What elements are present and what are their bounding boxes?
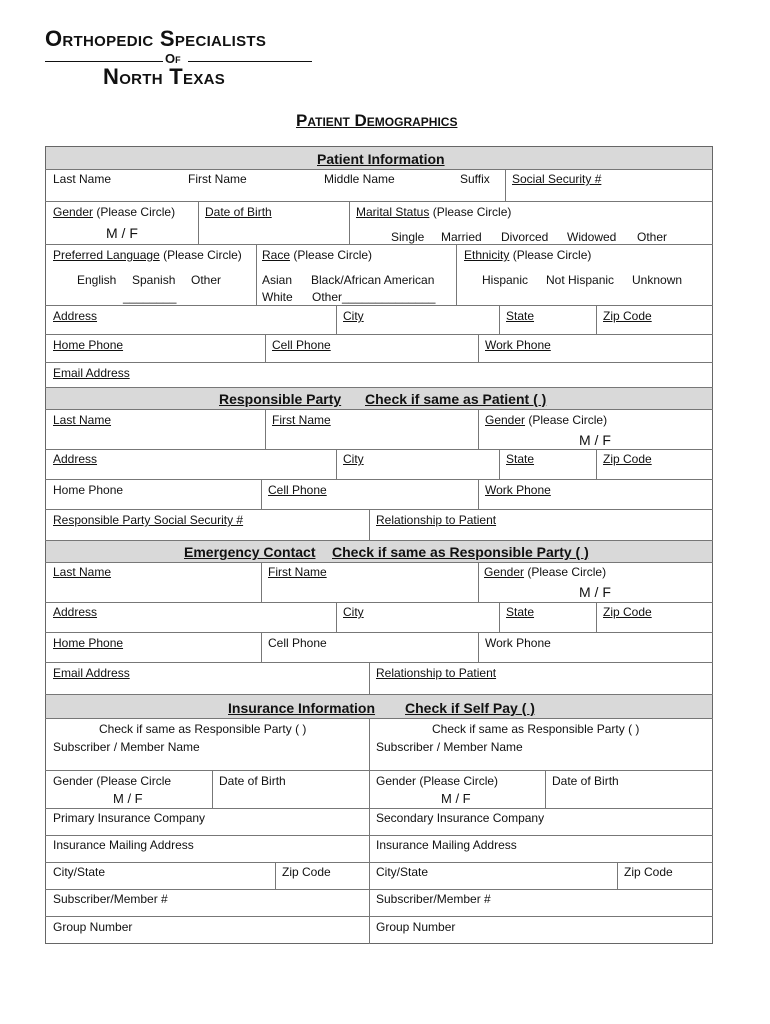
patient-ethnicity-field[interactable]: [464, 248, 591, 262]
emergency-gender-label: Gender: [484, 565, 525, 579]
ethnicity-option-unknown[interactable]: Unknown: [632, 273, 683, 287]
responsible-address-label[interactable]: Address: [53, 452, 98, 466]
marital-option-widowed[interactable]: Widowed: [567, 230, 617, 244]
primary-company-label[interactable]: Primary Insurance Company: [53, 811, 206, 825]
patient-gender-field[interactable]: [53, 205, 175, 219]
org-divider-left: [45, 61, 163, 62]
language-option-english[interactable]: English: [77, 273, 117, 287]
responsible-cell-phone-label[interactable]: Cell Phone: [268, 483, 327, 497]
emergency-city-label[interactable]: City: [343, 605, 364, 619]
responsible-ssn-label[interactable]: Responsible Party Social Security #: [53, 513, 244, 527]
patient-language-field[interactable]: [53, 248, 242, 262]
secondary-group-number-label[interactable]: Group Number: [376, 920, 456, 934]
responsible-same-as-patient-check[interactable]: Check if same as Patient ( ): [365, 391, 547, 407]
patient-gender-label: Gender: [53, 205, 94, 219]
secondary-city-state-label[interactable]: City/State: [376, 865, 429, 879]
race-option-black[interactable]: Black/African American: [311, 273, 435, 287]
responsible-gender-hint: (Please Circle): [528, 413, 608, 427]
responsible-work-phone-label[interactable]: Work Phone: [485, 483, 551, 497]
emergency-relationship-label[interactable]: Relationship to Patient: [376, 666, 497, 680]
secondary-same-as-responsible-check[interactable]: Check if same as Responsible Party ( ): [432, 722, 640, 736]
responsible-section-title: Responsible Party: [219, 391, 342, 407]
secondary-member-number-label[interactable]: Subscriber/Member #: [376, 892, 491, 906]
org-name-line1: Orthopedic Specialists: [45, 26, 267, 51]
race-option-other[interactable]: Other______________: [312, 290, 436, 304]
emergency-gender-options[interactable]: M / F: [579, 584, 611, 600]
primary-city-state-label[interactable]: City/State: [53, 865, 106, 879]
responsible-city-label[interactable]: City: [343, 452, 364, 466]
emergency-zip-label[interactable]: Zip Code: [603, 605, 652, 619]
primary-zip-label[interactable]: Zip Code: [282, 865, 331, 879]
primary-dob-label[interactable]: Date of Birth: [219, 774, 286, 788]
patient-last-name-label[interactable]: Last Name: [53, 172, 112, 186]
patient-zip-label[interactable]: Zip Code: [603, 309, 652, 323]
patient-language-hint: (Please Circle): [163, 248, 242, 262]
patient-ethnicity-label: Ethnicity: [464, 248, 510, 262]
insurance-section-title: Insurance Information: [228, 700, 376, 716]
patient-race-field[interactable]: [262, 248, 372, 262]
patient-dob-label[interactable]: Date of Birth: [205, 205, 272, 219]
patient-home-phone-label[interactable]: Home Phone: [53, 338, 124, 352]
primary-member-number-label[interactable]: Subscriber/Member #: [53, 892, 168, 906]
patient-marital-field[interactable]: [356, 205, 511, 219]
secondary-mailing-address-label[interactable]: Insurance Mailing Address: [376, 838, 517, 852]
emergency-gender-field[interactable]: [484, 565, 606, 579]
marital-option-married[interactable]: Married: [441, 230, 482, 244]
emergency-state-label[interactable]: State: [506, 605, 535, 619]
marital-option-divorced[interactable]: Divorced: [501, 230, 549, 244]
org-name-line2: North Texas: [103, 64, 226, 89]
patient-first-name-label[interactable]: First Name: [188, 172, 247, 186]
emergency-email-label[interactable]: Email Address: [53, 666, 130, 680]
patient-address-label[interactable]: Address: [53, 309, 98, 323]
language-other-blank[interactable]: ________: [123, 290, 177, 304]
patient-cell-phone-label[interactable]: Cell Phone: [272, 338, 331, 352]
primary-gender-options[interactable]: M / F: [113, 791, 143, 806]
patient-state-label[interactable]: State: [506, 309, 535, 323]
patient-suffix-label[interactable]: Suffix: [460, 172, 490, 186]
race-option-asian[interactable]: Asian: [262, 273, 293, 287]
emergency-section-title: Emergency Contact: [184, 544, 316, 560]
marital-option-single[interactable]: Single: [391, 230, 425, 244]
ethnicity-option-not-hispanic[interactable]: Not Hispanic: [546, 273, 615, 287]
secondary-dob-label[interactable]: Date of Birth: [552, 774, 619, 788]
patient-middle-name-label[interactable]: Middle Name: [324, 172, 395, 186]
responsible-zip-label[interactable]: Zip Code: [603, 452, 652, 466]
emergency-gender-hint: (Please Circle): [527, 565, 607, 579]
patient-email-label[interactable]: Email Address: [53, 366, 130, 380]
patient-section-title: Patient Information: [317, 151, 445, 167]
emergency-last-name-label[interactable]: Last Name: [53, 565, 112, 579]
patient-gender-hint: (Please Circle): [96, 205, 176, 219]
emergency-first-name-label[interactable]: First Name: [268, 565, 327, 579]
secondary-subscriber-label[interactable]: Subscriber / Member Name: [376, 740, 523, 754]
primary-group-number-label[interactable]: Group Number: [53, 920, 133, 934]
primary-mailing-address-label[interactable]: Insurance Mailing Address: [53, 838, 194, 852]
emergency-same-as-responsible-check[interactable]: Check if same as Responsible Party ( ): [332, 544, 589, 560]
responsible-first-name-label[interactable]: First Name: [272, 413, 331, 427]
patient-marital-hint: (Please Circle): [432, 205, 512, 219]
patient-race-label: Race: [262, 248, 291, 262]
responsible-gender-label: Gender: [485, 413, 526, 427]
secondary-zip-label[interactable]: Zip Code: [624, 865, 673, 879]
primary-same-as-responsible-check[interactable]: Check if same as Responsible Party ( ): [99, 722, 307, 736]
marital-option-other[interactable]: Other: [637, 230, 668, 244]
patient-language-label: Preferred Language: [53, 248, 160, 262]
patient-city-label[interactable]: City: [343, 309, 364, 323]
emergency-address-label[interactable]: Address: [53, 605, 98, 619]
secondary-gender-label[interactable]: Gender (Please Circle): [376, 774, 499, 788]
emergency-work-phone-label[interactable]: Work Phone: [485, 636, 551, 650]
emergency-home-phone-label[interactable]: Home Phone: [53, 636, 124, 650]
responsible-relationship-label[interactable]: Relationship to Patient: [376, 513, 497, 527]
emergency-cell-phone-label[interactable]: Cell Phone: [268, 636, 327, 650]
patient-gender-options[interactable]: M / F: [106, 225, 138, 241]
secondary-gender-options[interactable]: M / F: [441, 791, 471, 806]
patient-race-hint: (Please Circle): [293, 248, 373, 262]
responsible-state-label[interactable]: State: [506, 452, 535, 466]
patient-ssn-label[interactable]: Social Security #: [512, 172, 602, 186]
language-option-spanish[interactable]: Spanish: [132, 273, 176, 287]
responsible-gender-options[interactable]: M / F: [579, 432, 611, 448]
responsible-home-phone-label[interactable]: Home Phone: [53, 483, 124, 497]
patient-ethnicity-hint: (Please Circle): [512, 248, 592, 262]
patient-marital-label: Marital Status: [356, 205, 430, 219]
responsible-last-name-label[interactable]: Last Name: [53, 413, 112, 427]
race-option-white[interactable]: White: [262, 290, 293, 304]
org-name-of: Of: [165, 51, 181, 66]
primary-gender-label[interactable]: Gender (Please Circle: [53, 774, 172, 788]
responsible-gender-field[interactable]: [485, 413, 607, 427]
insurance-section-band: [46, 694, 712, 718]
document-title: Patient Demographics: [296, 111, 458, 130]
patient-work-phone-label[interactable]: Work Phone: [485, 338, 551, 352]
language-option-other[interactable]: Other: [191, 273, 222, 287]
secondary-company-label[interactable]: Secondary Insurance Company: [376, 811, 545, 825]
primary-subscriber-label[interactable]: Subscriber / Member Name: [53, 740, 200, 754]
insurance-self-pay-check[interactable]: Check if Self Pay ( ): [405, 700, 535, 716]
org-divider-right: [188, 61, 312, 62]
ethnicity-option-hispanic[interactable]: Hispanic: [482, 273, 529, 287]
